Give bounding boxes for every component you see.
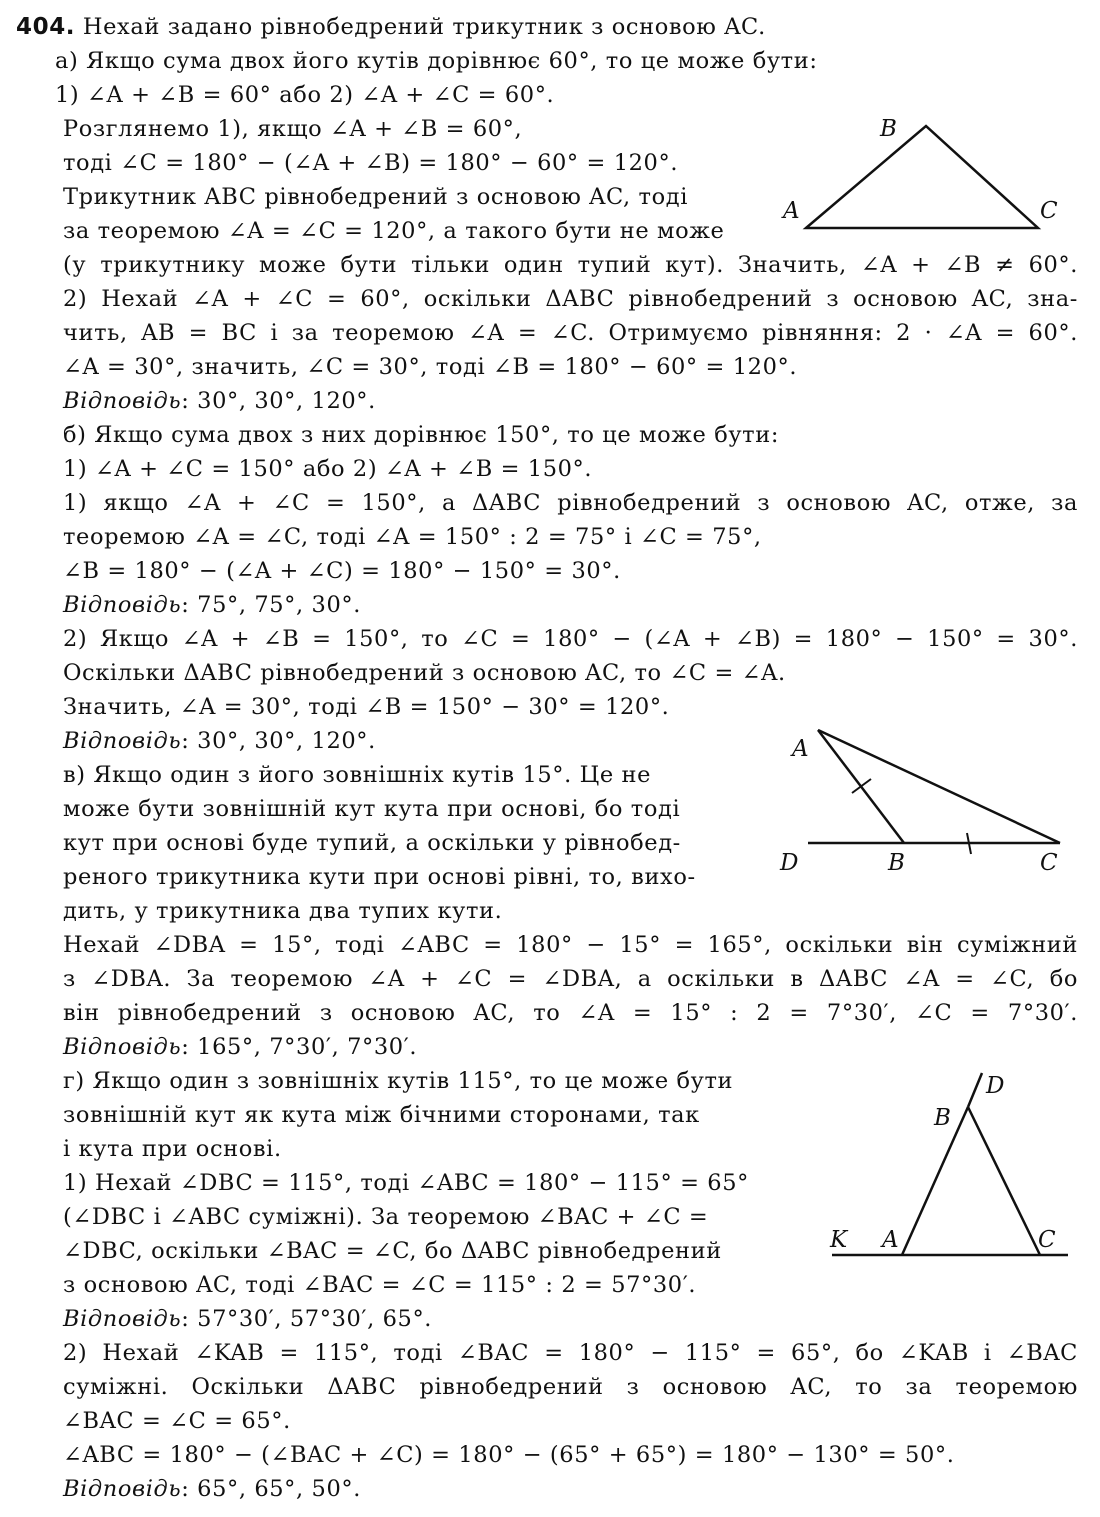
side-bc <box>968 1107 1040 1255</box>
text-line: ∠ABC = 180° − (∠BAC + ∠C) = 180° − (65° + 65°) = 180° − 130° = 50°. <box>63 1442 955 1468</box>
answer-value: : 165°, 7°30′, 7°30′. <box>181 1034 418 1060</box>
answer-value: : 65°, 65°, 50°. <box>181 1476 361 1502</box>
text-line: з основою AC, тоді ∠BAC = ∠C = 115° : 2 = 57°30′. <box>63 1272 697 1298</box>
text-line: суміжні. Оскільки ΔABC рівнобедрений з основою AC, то за теоремою <box>63 1374 1078 1400</box>
text-line: Нехай ∠DBA = 15°, тоді ∠ABC = 180° − 15° = 165°, оскільки він суміжний <box>63 932 1078 958</box>
answer-line <box>63 724 376 758</box>
text-line: (у трикутнику може бути тільки один тупий кут). Значить, ∠A + ∠B ≠ 60°. <box>63 252 1078 278</box>
text-line: (∠DBC і ∠ABC суміжні). За теоремою ∠BAC + ∠C = <box>63 1204 709 1230</box>
text-line: Значить, ∠A = 30°, тоді ∠B = 150° − 30° = 120°. <box>63 694 670 720</box>
text-line: теоремою ∠A = ∠C, тоді ∠A = 150° : 2 = 75° і ∠C = 75°, <box>63 524 762 550</box>
text-line: ∠BAC = ∠C = 65°. <box>63 1408 291 1434</box>
answer-label: Відповідь <box>63 592 182 618</box>
answer-value: : 75°, 75°, 30°. <box>181 592 361 618</box>
answer-value: : 57°30′, 57°30′, 65°. <box>181 1306 433 1332</box>
answer-label: Відповідь <box>63 728 182 754</box>
text-line: може бути зовнішній кут кута при основі, бо тоді <box>63 796 681 822</box>
vertex-label-c: C <box>1038 1227 1057 1253</box>
answer-value: : 30°, 30°, 120°. <box>181 728 376 754</box>
triangle-figure-3 <box>820 1065 1080 1265</box>
triangle-figure-2 <box>770 720 1080 890</box>
point-label-d: D <box>780 850 800 876</box>
text-line: зовнішній кут як кута між бічними сторонами, так <box>63 1102 700 1128</box>
problem-header <box>16 10 766 44</box>
answer-label: Відповідь <box>63 1306 182 1332</box>
text-line: г) Якщо один з зовнішніх кутів 115°, то це може бути <box>63 1068 734 1094</box>
extension-bd <box>968 1073 982 1107</box>
vertex-label-a: A <box>792 736 810 762</box>
text-line: з ∠DBA. За теоремою ∠A + ∠C = ∠DBA, а оскільки в ΔABC ∠A = ∠C, бо <box>63 966 1078 992</box>
text-line: а) Якщо сума двох його кутів дорівнює 60°, то це може бути: <box>55 48 818 74</box>
triangle-figure-1 <box>770 110 1070 240</box>
text-line: 2) Якщо ∠A + ∠B = 150°, то ∠C = 180° − (∠A + ∠B) = 180° − 150° = 30°. <box>63 626 1078 652</box>
text-line: 2) Нехай ∠KAB = 115°, тоді ∠BAC = 180° − 115° = 65°, бо ∠KAB і ∠BAC <box>63 1340 1078 1366</box>
text-line: 1) ∠A + ∠B = 60° або 2) ∠A + ∠C = 60°. <box>55 82 555 108</box>
text-line: він рівнобедрений з основою AC, то ∠A = 15° : 2 = 7°30′, ∠C = 7°30′. <box>63 1000 1078 1026</box>
side-ac <box>818 730 1060 843</box>
text-line: б) Якщо сума двох з них дорівнює 150°, то це може бути: <box>63 422 780 448</box>
answer-line <box>63 588 361 622</box>
text-line: і кута при основі. <box>63 1136 282 1162</box>
text-line: Трикутник ABC рівнобедрений з основою AC, тоді <box>63 184 688 210</box>
text-line: в) Якщо один з його зовнішніх кутів 15°. Це не <box>63 762 652 788</box>
text-line: ∠A = 30°, значить, ∠C = 30°, тоді ∠B = 180° − 60° = 120°. <box>63 354 798 380</box>
text-line: чить, AB = BC і за теоремою ∠A = ∠C. Отримуємо рівняння: 2 · ∠A = 60°. <box>63 320 1078 346</box>
text-line: Розглянемо 1), якщо ∠A + ∠B = 60°, <box>63 116 523 142</box>
problem-statement: Нехай задано рівнобедрений трикутник з основою AC. <box>82 14 766 40</box>
point-label-k: K <box>830 1227 848 1253</box>
text-line: за теоремою ∠A = ∠C = 120°, а такого бути не може <box>63 218 725 244</box>
answer-line <box>63 384 376 418</box>
text-line: 1) Нехай ∠DBC = 115°, тоді ∠ABC = 180° − 115° = 65° <box>63 1170 749 1196</box>
answer-line <box>63 1302 432 1336</box>
text-line: 1) ∠A + ∠C = 150° або 2) ∠A + ∠B = 150°. <box>63 456 593 482</box>
triangle-abc-shape <box>806 126 1038 228</box>
answer-label: Відповідь <box>63 1476 182 1502</box>
problem-number: 404. <box>16 14 76 40</box>
answer-line <box>63 1472 361 1506</box>
answer-label: Відповідь <box>63 1034 182 1060</box>
text-line: ∠DBC, оскільки ∠BAC = ∠C, бо ΔABC рівнобедрений <box>63 1238 722 1264</box>
text-line: Оскільки ΔABC рівнобедрений з основою AC, то ∠C = ∠A. <box>63 660 786 686</box>
answer-label: Відповідь <box>63 388 182 414</box>
vertex-label-b: B <box>934 1105 952 1131</box>
text-line: 1) якщо ∠A + ∠C = 150°, а ΔABC рівнобедрений з основою AC, отже, за <box>63 490 1078 516</box>
answer-line <box>63 1030 417 1064</box>
text-line: 2) Нехай ∠A + ∠C = 60°, оскільки ΔABC рівнобедрений з основою AC, зна- <box>63 286 1078 312</box>
vertex-label-b: B <box>880 116 898 142</box>
tick-mark-ab <box>852 779 871 793</box>
point-label-d: D <box>986 1073 1006 1099</box>
vertex-label-a: A <box>882 1227 900 1253</box>
answer-value: : 30°, 30°, 120°. <box>181 388 376 414</box>
text-line: реного трикутника кути при основі рівні, то, вихо- <box>63 864 696 890</box>
text-line: кут при основі буде тупий, а оскільки у рівнобед- <box>63 830 681 856</box>
vertex-label-c: C <box>1040 850 1059 876</box>
vertex-label-a: A <box>783 198 801 224</box>
text-line: дить, у трикутника два тупих кути. <box>63 898 503 924</box>
text-line: тоді ∠C = 180° − (∠A + ∠B) = 180° − 60° = 120°. <box>63 150 679 176</box>
vertex-label-c: C <box>1040 198 1059 224</box>
vertex-label-b: B <box>888 850 906 876</box>
text-line: ∠B = 180° − (∠A + ∠C) = 180° − 150° = 30°. <box>63 558 621 584</box>
